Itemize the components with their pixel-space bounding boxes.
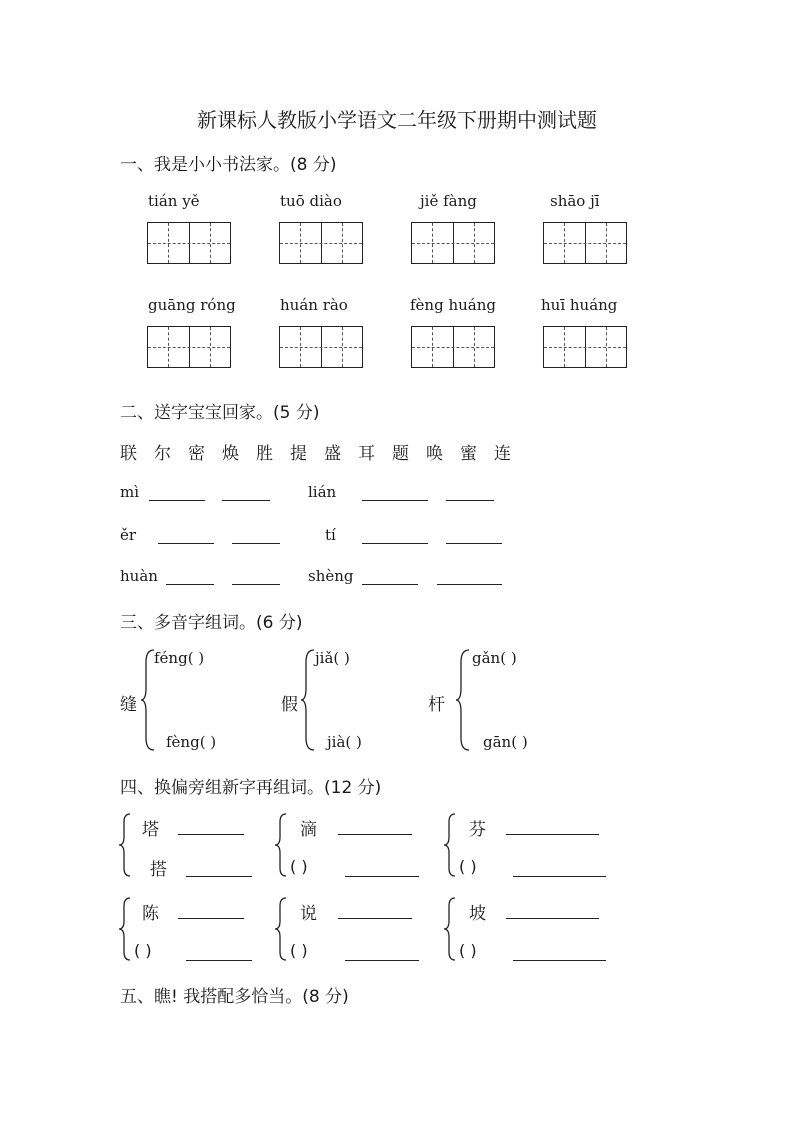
polyphone-char: 杆 xyxy=(428,695,445,715)
pinyin-label: guāng róng xyxy=(148,296,236,314)
radical-char: 说 xyxy=(300,904,317,924)
polyphone-char: 缝 xyxy=(120,695,137,715)
brace-icon xyxy=(300,648,316,752)
answer-blank[interactable] xyxy=(345,942,419,961)
answer-blank[interactable] xyxy=(178,900,244,919)
polyphone-bottom: fèng( ) xyxy=(166,733,217,751)
answer-blank[interactable] xyxy=(338,816,412,835)
answer-blank[interactable] xyxy=(446,482,494,501)
paren-blank[interactable]: ( ) xyxy=(290,941,308,960)
pinyin-label: huán rào xyxy=(280,296,348,314)
radical-char: 塔 xyxy=(142,820,159,840)
brace-icon xyxy=(443,896,457,962)
answer-blank[interactable] xyxy=(186,858,252,877)
answer-blank[interactable] xyxy=(362,566,418,585)
radical-char: 芬 xyxy=(469,820,486,840)
section-5-heading: 五、瞧! 我搭配多恰当。(8 分) xyxy=(120,987,349,1007)
brace-icon xyxy=(455,648,471,752)
section-2-heading: 二、送字宝宝回家。(5 分) xyxy=(120,403,320,423)
answer-blank[interactable] xyxy=(506,816,599,835)
tian-grid-box[interactable] xyxy=(147,326,231,368)
paren-blank[interactable]: ( ) xyxy=(459,857,477,876)
answer-blank[interactable] xyxy=(338,900,412,919)
character: 题 xyxy=(392,444,409,464)
answer-blank[interactable] xyxy=(362,525,428,544)
tian-grid-box[interactable] xyxy=(279,222,363,264)
character: 蜜 xyxy=(460,444,477,464)
paren-blank[interactable]: ( ) xyxy=(459,941,477,960)
tian-grid-box[interactable] xyxy=(411,222,495,264)
tian-grid-box[interactable] xyxy=(543,222,627,264)
section-1-heading: 一、我是小小书法家。(8 分) xyxy=(120,155,337,175)
answer-blank[interactable] xyxy=(513,858,606,877)
character: 提 xyxy=(290,444,307,464)
character: 尔 xyxy=(154,444,171,464)
pinyin-label: mì xyxy=(120,483,140,501)
brace-icon xyxy=(443,812,457,878)
paren-blank[interactable]: ( ) xyxy=(134,941,152,960)
pinyin-label: tí xyxy=(325,526,336,544)
answer-blank[interactable] xyxy=(178,816,244,835)
tian-grid-box[interactable] xyxy=(543,326,627,368)
answer-blank[interactable] xyxy=(186,942,252,961)
answer-blank[interactable] xyxy=(166,566,214,585)
answer-blank[interactable] xyxy=(232,525,280,544)
pinyin-label: huàn xyxy=(120,567,158,585)
polyphone-top: féng( ) xyxy=(154,649,205,667)
radical-char: 滴 xyxy=(300,820,317,840)
brace-icon xyxy=(274,896,288,962)
character: 连 xyxy=(494,444,511,464)
polyphone-bottom: gān( ) xyxy=(483,733,528,751)
radical-char: 坡 xyxy=(469,904,486,924)
character: 密 xyxy=(188,444,205,464)
radical-char: 陈 xyxy=(142,904,159,924)
pinyin-label: ěr xyxy=(120,526,137,544)
answer-blank[interactable] xyxy=(513,942,606,961)
radical-char: 搭 xyxy=(150,860,167,880)
answer-blank[interactable] xyxy=(149,482,205,501)
answer-blank[interactable] xyxy=(506,900,599,919)
pinyin-label: huī huáng xyxy=(541,296,618,314)
character: 胜 xyxy=(256,444,273,464)
brace-icon xyxy=(118,812,132,878)
answer-blank[interactable] xyxy=(232,566,280,585)
polyphone-top: jiǎ( ) xyxy=(315,649,350,667)
brace-icon xyxy=(274,812,288,878)
pinyin-label: lián xyxy=(308,483,337,501)
pinyin-label: tián yě xyxy=(148,192,200,210)
section-4-heading: 四、换偏旁组新字再组词。(12 分) xyxy=(120,778,382,798)
character: 盛 xyxy=(324,444,341,464)
character: 耳 xyxy=(358,444,375,464)
brace-icon xyxy=(118,896,132,962)
tian-grid-box[interactable] xyxy=(147,222,231,264)
pinyin-label: shāo jī xyxy=(550,192,600,210)
answer-blank[interactable] xyxy=(446,525,502,544)
polyphone-char: 假 xyxy=(281,695,298,715)
polyphone-top: gǎn( ) xyxy=(472,649,517,667)
tian-grid-box[interactable] xyxy=(411,326,495,368)
answer-blank[interactable] xyxy=(437,566,502,585)
answer-blank[interactable] xyxy=(345,858,419,877)
character: 唤 xyxy=(426,444,443,464)
polyphone-bottom: jià( ) xyxy=(327,733,362,751)
character: 焕 xyxy=(222,444,239,464)
tian-grid-box[interactable] xyxy=(279,326,363,368)
pinyin-label: tuō diào xyxy=(280,192,342,210)
answer-blank[interactable] xyxy=(158,525,214,544)
pinyin-label: jiě fàng xyxy=(420,192,477,210)
page-title: 新课标人教版小学语文二年级下册期中测试题 xyxy=(197,108,597,132)
pinyin-label: shèng xyxy=(308,567,354,585)
answer-blank[interactable] xyxy=(222,482,270,501)
answer-blank[interactable] xyxy=(362,482,428,501)
pinyin-label: fèng huáng xyxy=(410,296,496,314)
character: 联 xyxy=(120,444,137,464)
paren-blank[interactable]: ( ) xyxy=(290,857,308,876)
section-3-heading: 三、多音字组词。(6 分) xyxy=(120,613,303,633)
character-bank xyxy=(120,439,528,464)
